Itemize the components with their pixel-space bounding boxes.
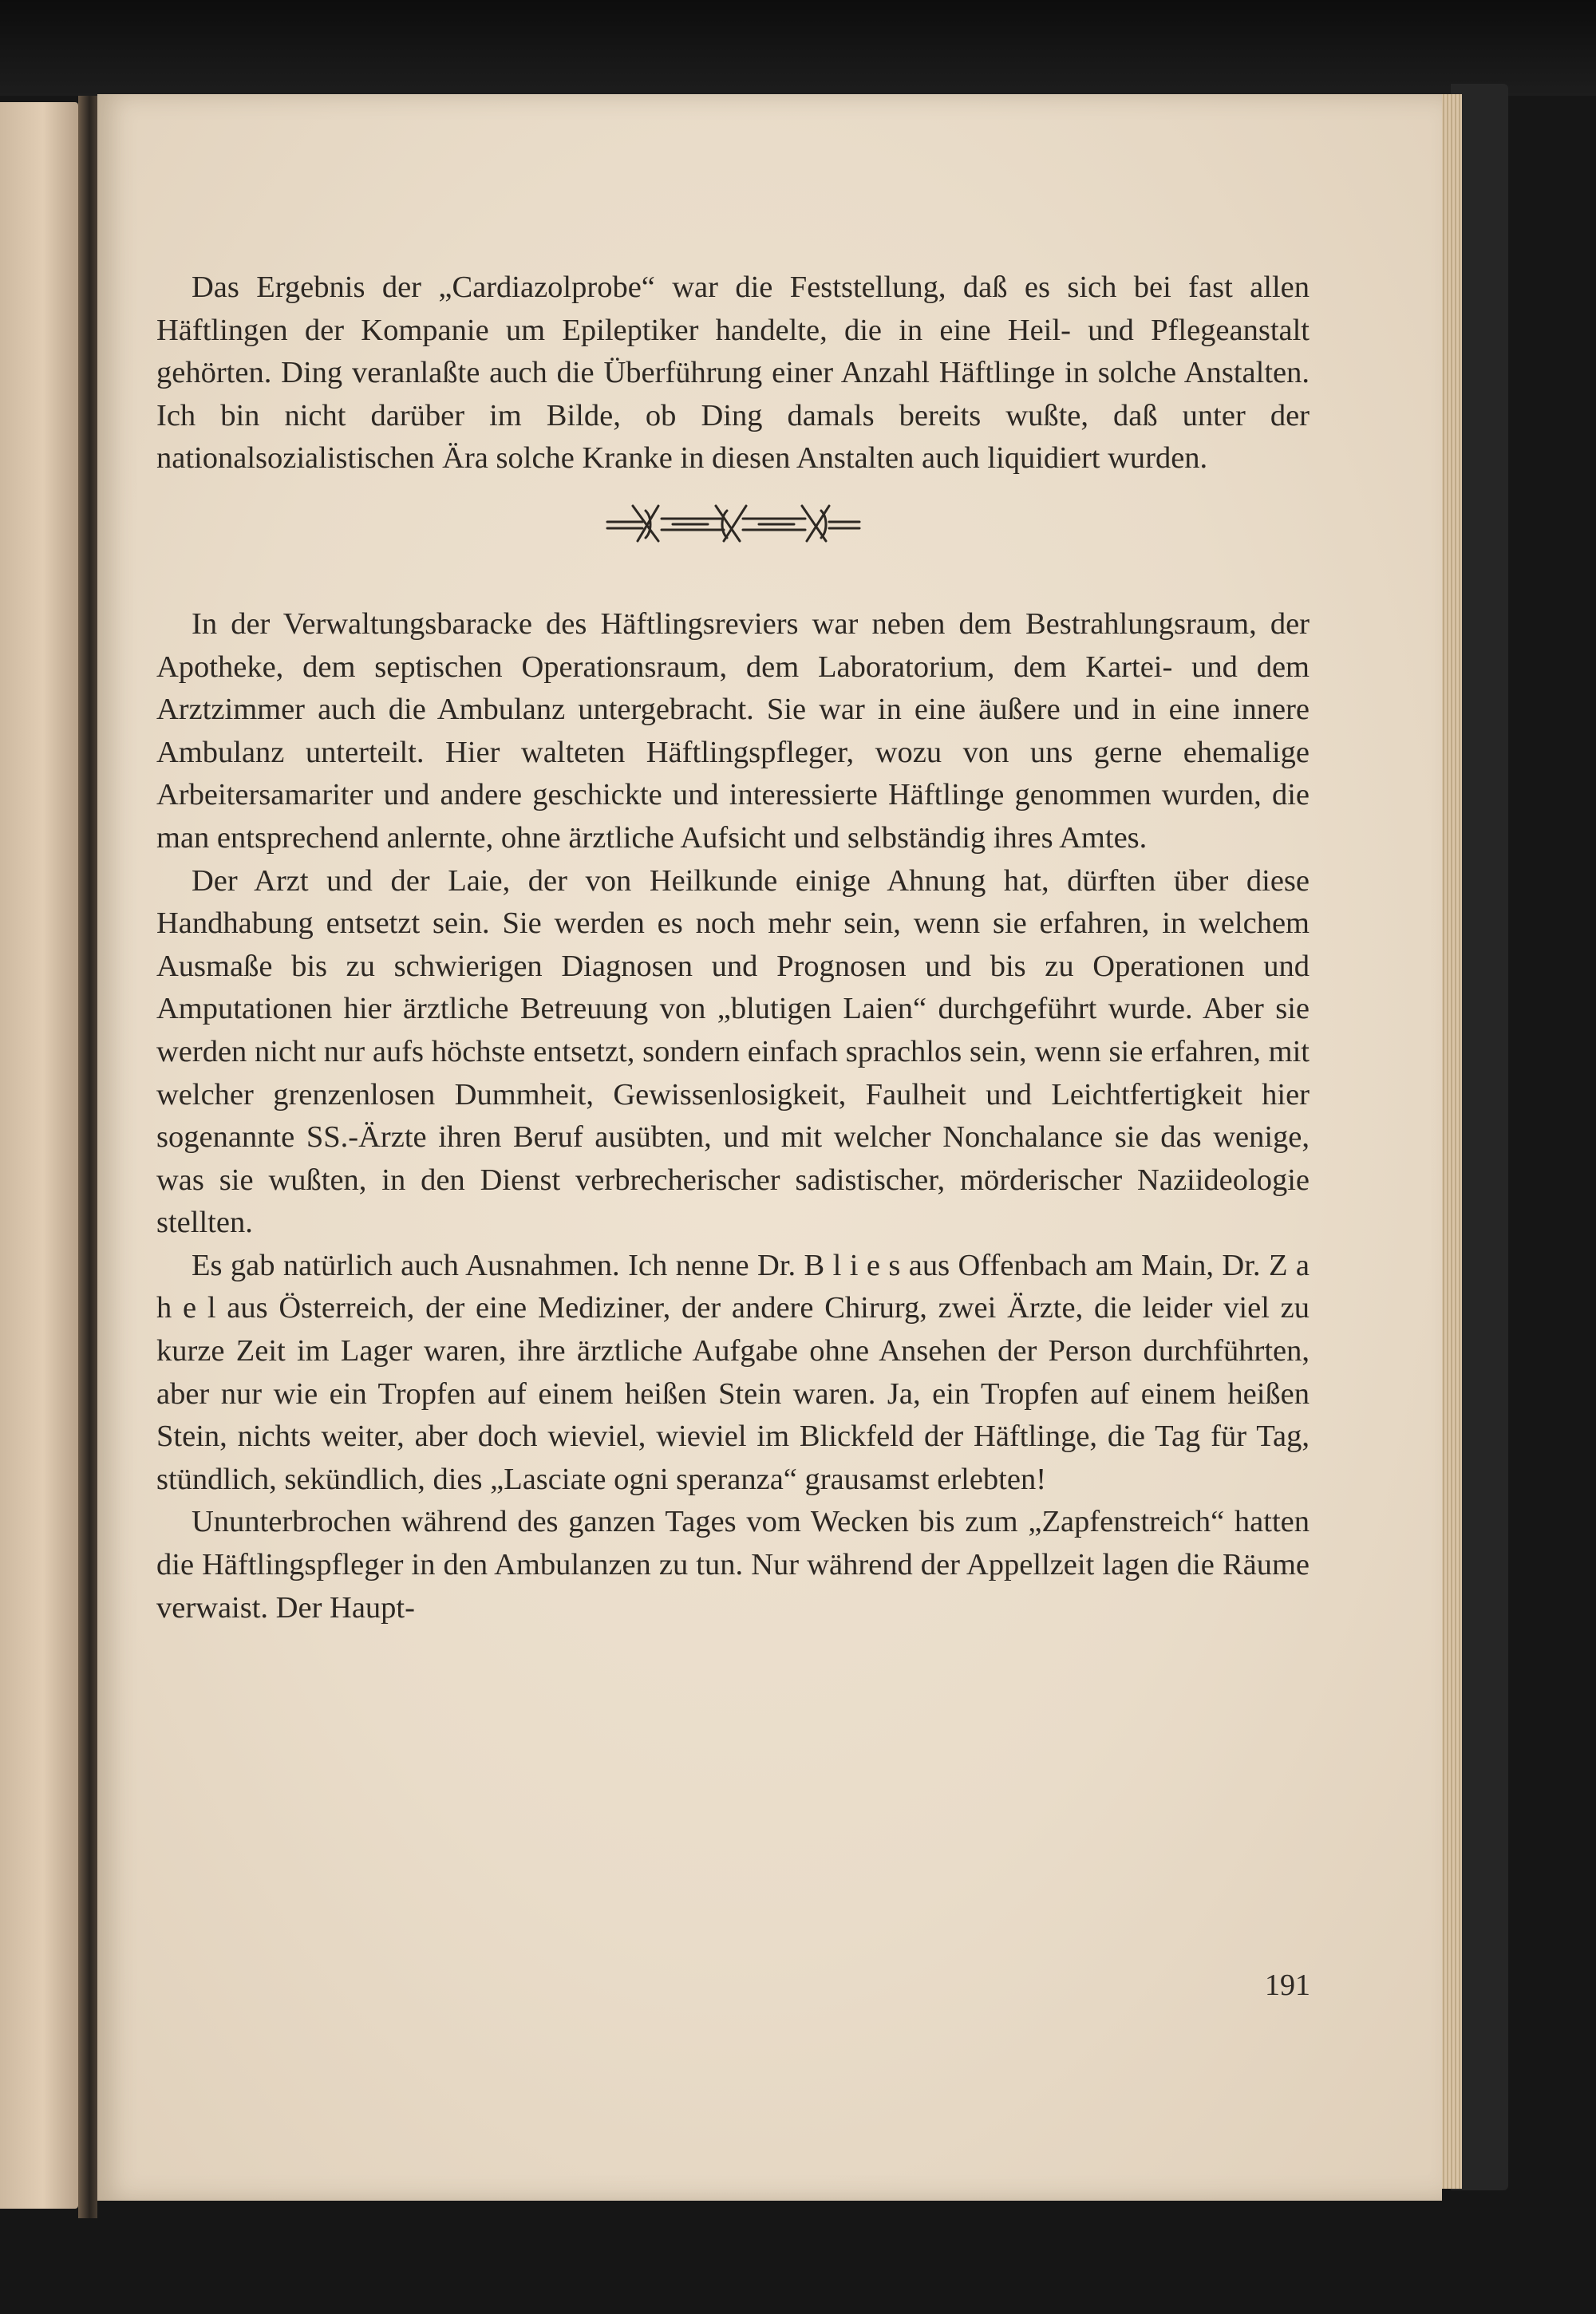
paragraph-cardiazol: Das Ergebnis der „Cardiazolprobe“ war die Feststellung, daß es sich bei fast allen Häftlingen der Kompanie um Epileptiker handelte, die in eine Heil- und Pflegeanstalt gehörten. Ding veranlaßte auch die Überführung einer Anzahl Häftlinge in solche Anstalten. Ich bin nicht darüber im Bilde, ob Ding damals bereits wußte, daß unter der nationalsozialistischen Ära solche Kranke in diesen Anstalten auch liquidiert wurden. [156,270,1310,476]
paragraph-arzt-und-laie: Der Arzt und der Laie, der von Heilkunde einige Ahnung hat, dürften über diese Handhabung entsetzt sein. Sie werden es noch mehr sein, wenn sie erfahren, in welchem Ausmaße bis zu schwierigen Diagnosen und Prognosen und bis zu Operationen und Amputationen hier ärztliche Betreuung von „blutigen Laien“ durchgeführt wurde. Aber sie werden nicht nur aufs höchste entsetzt, sondern einfach sprachlos sein, wenn sie erfahren, mit welcher grenzenlosen Dummheit, Gewissenlosigkeit, Faulheit und Leichtfertigkeit hier sogenannte SS.-Ärzte ihren Beruf ausübten, und mit welcher Nonchalance sie das wenige, was sie wußten, in den Dienst verbrecherischer sadistischer, mörderischer Naziideologie stellten. [156,863,1310,1240]
book-gutter [78,96,97,2218]
section-divider-ornament [156,485,1310,562]
text-block [156,267,1310,1629]
paragraph-ausnahmen: Es gab natürlich auch Ausnahmen. Ich nenne Dr. B l i e s aus Offenbach am Main, Dr. Z a h e l aus Österreich, der eine Mediziner, der andere Chirurg, zwei Ärzte, die leider viel zu kurze Zeit im Lager waren, ihre ärztliche Aufgabe ohne Ansehen der Person durchführten, aber nur wie ein Tropfen auf einem heißen Stein waren. Ja, ein Tropfen auf einem heißen Stein, nichts weiter, aber doch wieviel, wieviel im Blickfeld der Häftlinge, die Tag für Tag, stündlich, sekündlich, dies „Lasciate ogni speranza“ grausamst erlebten! [156,1248,1310,1496]
paragraph-verwaltungsbaracke: In der Verwaltungsbaracke des Häftlingsreviers war neben dem Bestrahlungsraum, der Apotheke, dem septischen Operationsraum, dem Laboratorium, dem Kartei- und dem Arztzimmer auch die Ambulanz untergebracht. Sie war in eine äußere und in eine innere Ambulanz unterteilt. Hier walteten Häftlingspfleger, wozu von uns gerne ehemalige Arbeitersamariter und andere geschickte und interessierte Häftlinge genommen wurden, die man entsprechend anlernte, ohne ärztliche Aufsicht und selbständig ihres Amtes. [156,606,1310,855]
page-number: 191 [1265,1968,1310,2002]
scan-background [0,0,1596,96]
facing-page-edge [0,102,78,2209]
ornament-graphic [606,500,861,547]
paragraph-ununterbrochen: Ununterbrochen während des ganzen Tages vom Wecken bis zum „Zapfenstreich“ hatten die Häftlingspfleger in den Ambulanzen zu tun. Nur während der Appellzeit lagen die Räume verwaist. Der Haupt- [156,1505,1310,1625]
book-page [97,94,1442,2201]
